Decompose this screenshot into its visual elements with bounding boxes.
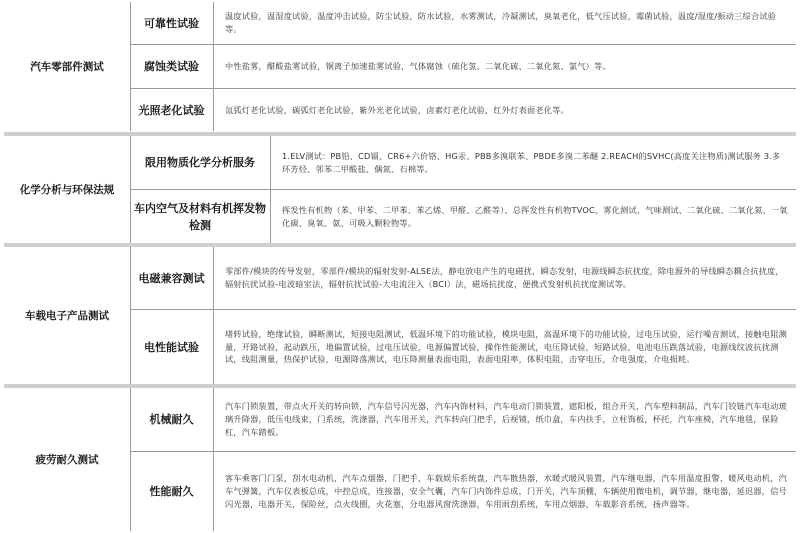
row-name-corrosion: 腐蚀类试验 <box>130 45 214 88</box>
row-desc-corrosion: 中性盐雾，醋酸盐雾试验，铜离子加速盐雾试验，气体腐蚀（硫化氢、二氧化硫、二氧化氮、氯气）等。 <box>225 61 611 72</box>
section-category-chemical: 化学分析与环保法规 <box>4 136 131 243</box>
section-category-auto-parts: 汽车零部件测试 <box>4 2 131 131</box>
row-name-restricted-substances: 限用物质化学分析服务 <box>130 136 271 189</box>
row-name-light-aging: 光照老化试验 <box>130 89 214 131</box>
row-desc-performance: 客车乘客门门泵，刮水电动机，汽车点烟器，门把手，车载娱乐系统盘，汽车散热器，水暖式暖风装置，汽车继电器，汽车用温度报警，暖风电动机，汽车气弹簧，汽车仪表板总成，中控总成，连接器，安全气囊，汽车门内饰件总成，门开关，汽车顶棚，车辆使用微电机，调节器，继电器，延迟器，信号闪光器，电器开关，保险丝，点火线圈，火花塞，分电器风窗洗涤器，车用雨刮系统，车用点烟器，车载影音系统，扬声器等。 <box>225 473 787 509</box>
row-desc-emc: 零部件/模块的传导发射，零部件/模块的辐射发射-ALSE法，静电放电产生的电磁扰，瞬态发射，电源线瞬态抗扰度，除电源外的导线瞬态耦合抗扰度，辐射抗扰试验-电波暗室法，辐射抗扰试验-大电流注入（BCI）法，磁场抗扰度，便携式发射机抗扰度测试等。 <box>225 266 784 289</box>
row-desc-electrical: 堵转试验，绝缘试验，瞬断测试，短接电阻测试，低温环境下的功能试验，模块电阻，高温环境下的功能试验，过电压试验，运行噪音测试，接触电阻测量，开路试验，起动跌压，地偏置试验，过电压试验，电源偏置试验，操作性能测试，电压降试验，短路试验，电池电压跌落试验，电源线纹波抗扰测试，线阻测量，热保护试验，电源降落测试，电压降测量表面电阻，表面电阻率，体积电阻，击穿电压，介电强度，介电损耗。 <box>225 328 787 365</box>
section-category-fatigue: 疲劳耐久测试 <box>4 388 131 531</box>
row-desc-restricted-substances: 1.ELV测试：PB铅、CD镉、CR6+六价铬、HG汞、PBB多溴联苯、PBDE多溴二苯醚 2.REACH的SVHC(高度关注物质)测试服务 3.多环芳烃、邻苯二甲酸盐、偶氮、石棉等。 <box>282 150 781 174</box>
row-name-mechanical: 机械耐久 <box>130 388 214 451</box>
row-desc-reliability: 温度试验，温湿度试验，温度冲击试验，防尘试验，防水试验，水雾测试，冷凝测试，臭氧老化，低气压试验，霉菌试验，温度/湿度/振动三综合试验等。 <box>225 11 777 34</box>
row-desc-vehicle-air: 挥发性有机物（苯、甲苯、二甲苯、苯乙烯、甲醛、乙醛等）、总挥发性有机物TVOC、雾化测试、气味测试、二氧化硫、二氧化氮、一氧化碳、臭氧、氨、可吸入颗粒物等。 <box>282 204 788 228</box>
row-name-vehicle-air: 车内空气及材料有机挥发物检测 <box>130 190 271 243</box>
row-name-emc: 电磁兼容测试 <box>130 247 214 309</box>
row-name-reliability: 可靠性试验 <box>130 2 214 44</box>
row-name-electrical: 电性能试验 <box>130 310 214 384</box>
row-desc-light-aging: 氙弧灯老化试验，碳弧灯老化试验，紫外光老化试验，卤素灯老化试验，红外灯表面老化等。 <box>225 104 569 115</box>
section-category-electronics: 车载电子产品测试 <box>4 247 131 384</box>
row-desc-mechanical: 汽车门锁装置，带点火开关的转向锁，汽车信号闪光器，汽车内饰材料，汽车电动门锁装置，遮阳板，组合开关，汽车塑料制品，汽车门铰链汽车电动玻璃升降器，低压电线束，门系统，洗涤器，汽车用开关，汽车转向门把手，后视镜，纸巾盒，车内扶手，立柱饰板，杯托，汽车座椅，汽车地毯，保险杠，汽车踏板。 <box>225 401 787 437</box>
row-name-performance: 性能耐久 <box>130 452 214 531</box>
test-services-table <box>4 2 796 531</box>
